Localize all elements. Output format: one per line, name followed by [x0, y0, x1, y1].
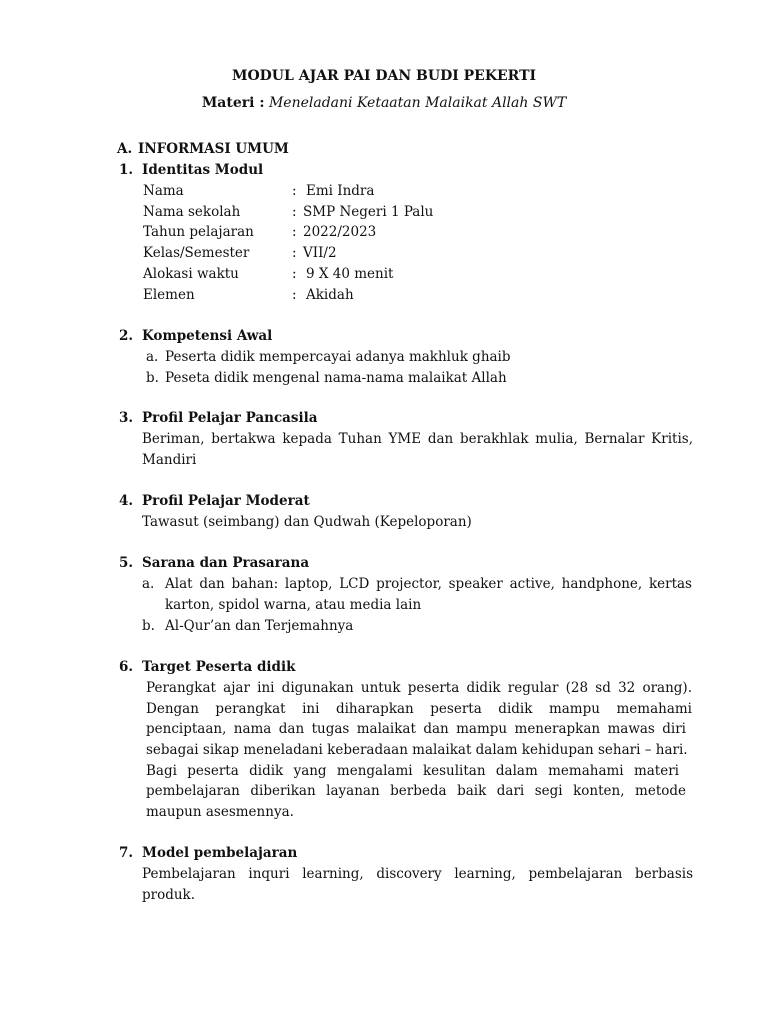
pancasila-number: 3.	[119, 410, 134, 426]
model-heading: Model pembelajaran	[142, 845, 298, 861]
identitas-value: 9 X 40 menit	[306, 266, 394, 282]
identitas-label: Tahun pelajaran	[143, 224, 254, 240]
target-text-line: penciptaan, nama dan tugas malaikat dan mampu menerapkan mawas diri	[146, 721, 686, 737]
target-text-line: pembelajaran diberikan layanan berbeda baik dari segi konten, metode	[146, 783, 686, 799]
kompetensi-number: 2.	[119, 328, 134, 344]
identitas-value: Emi Indra	[306, 183, 375, 199]
target-text-line: Dengan perangkat ini diharapkan peserta didik mampu memahami	[146, 701, 692, 717]
identitas-label: Kelas/Semester	[143, 245, 250, 261]
target-text-line: Perangkat ajar ini digunakan untuk peserta didik regular (28 sd 32 orang).	[146, 680, 692, 696]
target-text-line: Bagi peserta didik yang mengalami kesulitan dalam memahami materi	[146, 763, 679, 779]
model-text-line: Pembelajaran inquri learning, discovery learning, pembelajaran berbasis	[142, 866, 693, 882]
section-a-letter: A.	[117, 141, 133, 157]
identitas-colon: :	[292, 266, 297, 282]
subtitle-label: Materi :	[201, 95, 265, 111]
list-marker: b.	[146, 370, 159, 386]
identitas-colon: :	[292, 245, 297, 261]
identitas-colon: :	[292, 287, 297, 303]
list-marker: a.	[146, 349, 159, 365]
list-item: Alat dan bahan: laptop, LCD projector, speaker active, handphone, kertas	[165, 576, 692, 592]
identitas-label: Nama	[143, 183, 184, 199]
target-text-line: sebagai sikap meneladani keberadaan malaikat dalam kehidupan sehari – hari.	[146, 742, 688, 758]
moderat-text: Tawasut (seimbang) dan Qudwah (Kepeloporan)	[142, 514, 472, 530]
subtitle-value: Meneladani Ketaatan Malaikat Allah SWT	[268, 95, 567, 111]
identitas-value: 2022/2023	[303, 224, 377, 240]
document-title: MODUL AJAR PAI DAN BUDI PEKERTI	[231, 68, 537, 84]
kompetensi-heading: Kompetensi Awal	[142, 328, 273, 344]
model-number: 7.	[119, 845, 134, 861]
target-text-line: maupun asesmennya.	[146, 804, 294, 820]
identitas-value: Akidah	[306, 287, 354, 303]
section-a-heading: INFORMASI UMUM	[138, 141, 289, 157]
list-item: Peserta didik mempercayai adanya makhluk ghaib	[165, 349, 511, 365]
identitas-value: SMP Negeri 1 Palu	[303, 204, 434, 220]
pancasila-text-line: Mandiri	[142, 452, 197, 468]
sarana-heading: Sarana dan Prasarana	[142, 555, 310, 571]
identitas-number: 1.	[119, 162, 134, 178]
identitas-colon: :	[292, 224, 297, 240]
list-marker: b.	[142, 618, 155, 634]
identitas-colon: :	[292, 183, 297, 199]
identitas-colon: :	[292, 204, 297, 220]
list-item: Peseta didik mengenal nama-nama malaikat Allah	[165, 370, 507, 386]
identitas-label: Alokasi waktu	[143, 266, 239, 282]
moderat-number: 4.	[119, 493, 134, 509]
list-item-continuation: karton, spidol warna, atau media lain	[165, 597, 422, 613]
target-heading: Target Peserta didik	[142, 659, 296, 675]
model-text-line: produk.	[142, 887, 196, 903]
identitas-label: Elemen	[143, 287, 195, 303]
identitas-heading: Identitas Modul	[142, 162, 264, 178]
pancasila-heading: Profil Pelajar Pancasila	[142, 410, 318, 426]
pancasila-text-line: Beriman, bertakwa kepada Tuhan YME dan berakhlak mulia, Bernalar Kritis,	[142, 431, 693, 447]
target-number: 6.	[119, 659, 134, 675]
sarana-number: 5.	[119, 555, 134, 571]
identitas-label: Nama sekolah	[143, 204, 241, 220]
document-subtitle	[0, 93, 768, 113]
moderat-heading: Profil Pelajar Moderat	[142, 493, 310, 509]
identitas-value: VII/2	[303, 245, 337, 261]
list-item: Al-Qur’an dan Terjemahnya	[165, 618, 354, 634]
list-marker: a.	[142, 576, 155, 592]
